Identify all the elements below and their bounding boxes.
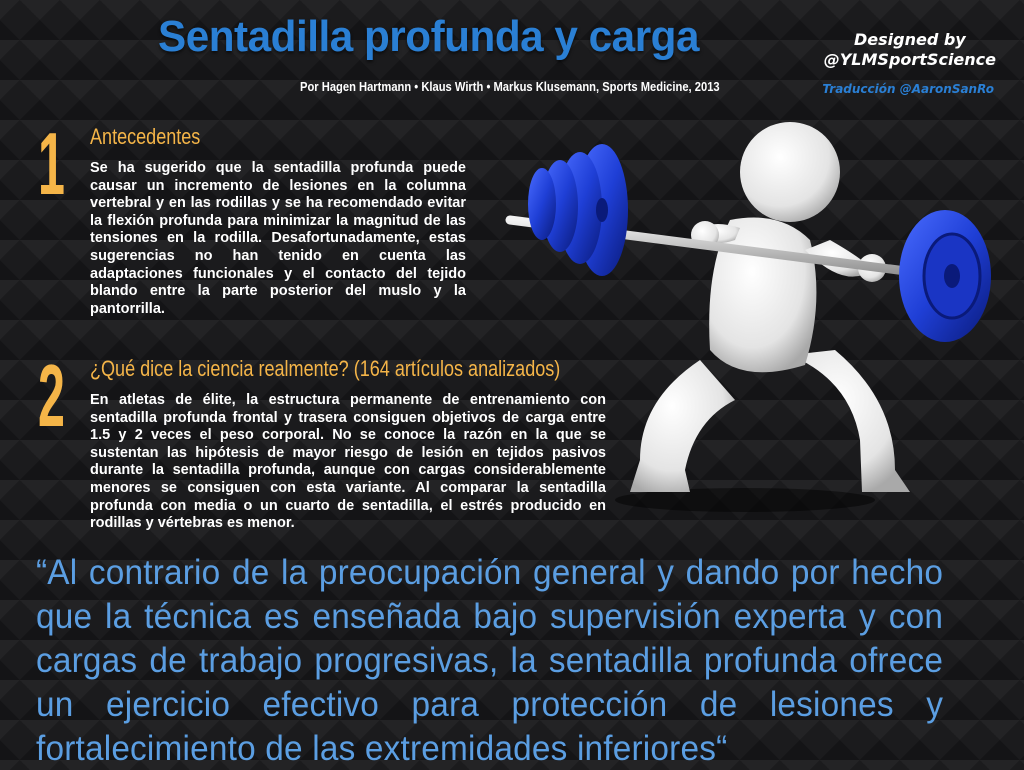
conclusion-quote: “Al contrario de la preocupación general y dando por hecho que la técnica es enseñada bajo supervisión experta y con cargas de trabajo progresivas, la sentadilla profunda ofrece un ejercicio efectivo para protección de lesiones y fortalecimiento de las extremidades inferiores“ bbox=[36, 552, 944, 768]
squat-figure-illustration bbox=[490, 100, 1010, 520]
section-heading-2: ¿Qué dice la ciencia realmente? (164 artículos analizados) bbox=[90, 356, 561, 381]
section-text-2: En atletas de élite, la estructura permanente de entrenamiento con sentadilla profunda frontal y trasera consiguen objetivos de carga entre 1.5 y 2 veces el peso corporal. No se conoce la razón en la que se sustentan las hipótesis de mayor riesgo de lesión en tejidos pasivos durante la sentadilla profunda, aunque con cargas considerablemente menores se consiguen con esta variante. Al comparar la sentadilla profunda con media o un cuarto de sentadilla, el estrés producido en rodillas y vértebras es menor. bbox=[90, 392, 606, 532]
translation-credit: Traducción @AaronSanRo bbox=[822, 82, 994, 96]
section-number-1: 1 bbox=[38, 114, 65, 213]
authors-line: Por Hagen Hartmann • Klaus Wirth • Markus Klusemann, Sports Medicine, 2013 bbox=[300, 79, 720, 94]
section-text-1: Se ha sugerido que la sentadilla profunda puede causar un incremento de lesiones en la columna vertebral y en las rodillas y se ha recomendado evitar la flexión profunda para minimizar la magnitud de las tensiones en la rodilla. Desafortunadamente, estas sugerencias no han tenido en cuenta las adaptaciones funcionales y el contacto del tejido blando entre la parte posterior del muslo y la pantorrilla. bbox=[90, 160, 466, 317]
section-number-2: 2 bbox=[38, 346, 65, 445]
section-heading-1: Antecedentes bbox=[90, 124, 201, 149]
credit-line-1: Designed by bbox=[853, 30, 966, 49]
credit-line-2: @YLMSportScience bbox=[823, 50, 996, 69]
designer-credit bbox=[824, 30, 996, 70]
page-title: Sentadilla profunda y carga bbox=[158, 12, 699, 61]
